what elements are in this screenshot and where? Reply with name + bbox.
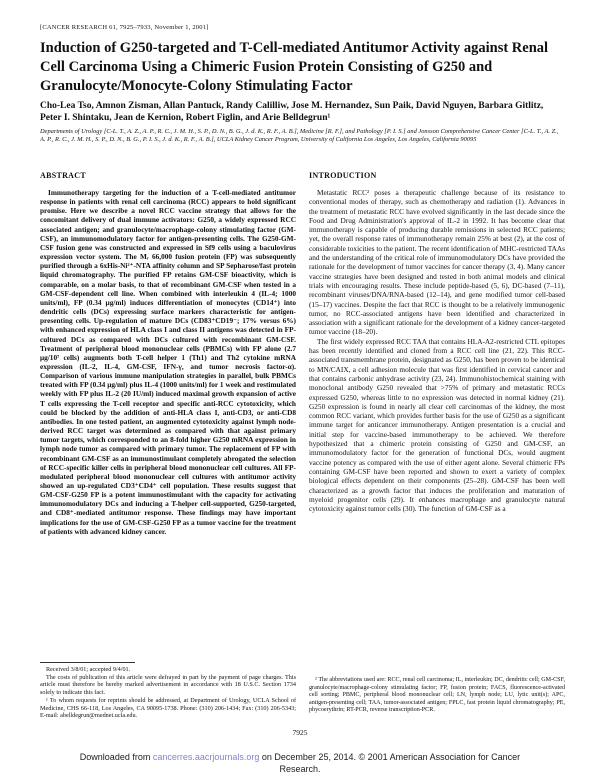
download-stamp-prefix: Downloaded from: [79, 752, 153, 762]
introduction-paragraph: Metastatic RCC² poses a therapeutic challenge because of its resistance to conventional modes of therapy, such as chemotherapy and radiation (1). Advances in the treatment of metastatic RCC have evolved significantly in the last decade since the Food and Drug Administration's approval of IL-2 in 1992. It has become clear that immunotherapy is capable of producing durable remissions in selected RCC patients; yet, the overall response rates of immunotherapy remain 25% at best (2), at the cost of considerable toxicities to the patient. The recent identification of MHC-restricted TAAs and the understanding of the critical role of immunomodulatory DCs have provided the rationale for the development of tumor vaccines for cancer therapy (3, 4). Many cancer vaccine strategies have been designed and tested in both animal models and clinical trials with encouraging results. These include peptide-based (5, 6), DC-based (7–11), recombinant viruses/DNA/RNA-based (12–14), and gene modified tumor cell-based (15–17) vaccines. Despite the fact that RCC is thought to be a relatively immunogenic tumor, no RCC-associated antigens have been identified and characterized in association with a significant rationale for the development of a kidney cancer-targeted tumor vaccine (18–20).: [309, 188, 565, 337]
abstract-heading: ABSTRACT: [40, 171, 86, 180]
footnote-received: Received 3/8/01; accepted 9/4/01.: [46, 666, 131, 673]
footnote-reprint-requests: ¹ To whom requests for reprints should be addressed, at Department of Urology, UCLA School of Medicine, CHS 66-118, Los Angeles, CA 90095-1738. Phone: (310) 206-1434; Fax: (310) 206-5343; E-mail: abelldegrun@mednet.ucla.edu.: [40, 696, 296, 720]
footnote-divider-rule: [40, 662, 135, 663]
footnote-publication-costs: The costs of publication of this article were defrayed in part by the payment of page charges. This article must therefore be hereby marked advertisement in accordance with 18 U.S.C. Section 1734 solely to indicate this fact.: [40, 673, 296, 697]
introduction-column: [309, 171, 565, 513]
journal-citation-line: [CANCER RESEARCH 61, 7925–7933, November 1, 2001]: [40, 24, 209, 31]
abstract-column: [40, 171, 296, 536]
journal-site-link[interactable]: cancerres.aacrjournals.org: [152, 752, 260, 762]
download-stamp-suffix: on December 25, 2014. © 2001 American Association for Cancer Research.: [259, 752, 521, 774]
left-footnotes: [40, 662, 296, 720]
introduction-paragraph: The first widely expressed RCC TAA that contains HLA-A2-restricted CTL epitopes has been recently identified and cloned from a RCC cell line (21, 22). This RCC-associated transmembrane protein, designated as G250, has been proven to be identical to MN/CAIX, a cell adhesion molecule that was first identified in cervical cancer and that contains carbonic anhydrase activity (23, 24). Immunohistochemical staining with monoclonal antibody G250 revealed that >75% of primary and metastatic RCCs expressed G250, whereas little to no expression was detected in normal kidney (21). G250 expression is found in nearly all clear cell carcinomas of the kidney, the most common RCC variant, which provides further basis for the use of G250 as a significant immune target for anticancer immunotherapy. Antigen presentation is a crucial and initial step for vaccine-based immunotherapy to be achieved. We therefore hypothesized that a chimeric protein consisting of G250 and GM-CSF, an immunomodulatory factor for the generation of functional DCs, would augment vaccine potency as compared with the use of either agent alone. Several chimeric FPs containing GM-CSF have been reported and shown to exert a variety of complex biological effects dependent on their components (25–28). GM-CSF has been well characterized as a growth factor that induces the proliferation and maturation of myeloid progenitor cells (29). It enhances macrophage and granulocyte natural cytotoxicity against tumor cells (30). The function of GM-CSF as a: [309, 336, 565, 514]
paper-title: Induction of G250-targeted and T-Cell-mediated Antitumor Activity against Renal Cell Carcinoma Using a Chimeric Fusion Protein Consisting of G250 and Granulocyte/Monocyte-Colony Stimulating Factor: [40, 40, 549, 94]
page-number: 7925: [292, 728, 308, 737]
footnote-abbreviations: ² The abbreviations used are: RCC, renal cell carcinoma; IL, interleukin; DC, dendritic cell; GM-CSF, granulocyte/macrophage-colony stimulating factor; FP, fusion protein; FACS, fluorescence-activated cell sorting; PBMC, peripheral blood mononuclear cell; LN, lymph node; LU, lytic unit(s); APC, antigen-presenting cell; TAA, tumor-associated antigen; FPLC, fast protein liquid chromatography; PE, phycoerythrin; RT-PCR, reverse transcription-PCR.: [309, 677, 565, 713]
abstract-text: Immunotherapy targeting for the induction of a T-cell-mediated antitumor response in patients with renal cell carcinoma (RCC) appears to hold significant promise. Here we describe a novel RCC vaccine strategy that allows for the concomitant delivery of dual immune activators: G250, a widely expressed RCC associated antigen; and granulocyte/macrophage-colony stimulating factor (GM-CSF), an immunomodulatory factor for antigen-presenting cells. The G250-GM-CSF fusion gene was constructed and expressed in Sf9 cells using a baculovirus expression vector system. The Mᵣ 66,000 fusion protein (FP) was subsequently purified through a 6xHis-Ni²⁺-NTA affinity column and SP Sepharose/fast protein liquid chromatography. The purified FP retains GM-CSF bioactivity, which is comparable, on a molar basis, to that of recombinant GM-CSF when tested in a GM-CSF-dependent cell line. When combined with interleukin 4 (IL-4; 1000 units/ml), FP (0.34 μg/ml) induces differentiation of monocytes (CD14⁺) into dendritic cells (DCs) expressing surface markers characteristic for antigen-presenting cells. Up-regulation of mature DCs (CD83⁺CD19⁻; 17% versus 6%) with enhanced expression of HLA class I and class II antigens was detected in FP-cultured DCs as compared with DCs cultured with recombinant GM-CSF. Treatment of peripheral blood mononuclear cells (PBMCs) with FP alone (2.7 μg/10⁷ cells) augments both T-cell helper 1 (Th1) and Th2 cytokine mRNA expression (IL-2, IL-4, GM-CSF, IFN-γ, and tumor necrosis factor-α). Comparison of various immune manipulation strategies in parallel, bulk PBMCs treated with FP (0.34 μg/ml) plus IL-4 (1000 units/ml) for 1 week and restimulated weekly with FP plus IL-2 (20 IU/ml) induced maximal growth expansion of active T cells expressing the T-cell receptor and specific anti-RCC cytotoxicity, which could be blocked by the addition of anti-HLA class I, anti-CD3, or anti-CD8 antibodies. In one tested patient, an augmented cytotoxicity against lymph node-derived RCC target was determined as compared with that against primary tumor targets, which corresponded to an 8-fold higher G250 mRNA expression in lymph node tumor as compared with primary tumor. The replacement of FP with recombinant GM-CSF as an immunostimulant completely abrogated the selection of RCC-specific killer cells in peripheral blood mononuclear cell cultures. All FP-modulated peripheral blood mononuclear cell cultures with antitumor activity showed an up-regulated CD3⁺CD4⁺ cell population. These results suggest that GM-CSF-G250 FP is a potent immunostimulant with the capacity for activating immunomodulatory DCs and inducing a T-helper cell-supported, G250-targeted, and CD8⁺-mediated antitumor response. These findings may have important implications for the use of GM-CSF-G250 FP as a tumor vaccine for the treatment of patients with advanced kidney cancer.: [40, 188, 296, 536]
download-stamp: [70, 752, 530, 775]
right-footnotes: [309, 677, 565, 715]
introduction-heading: INTRODUCTION: [309, 171, 377, 180]
authors-line: Cho-Lea Tso, Amnon Zisman, Allan Pantuck, Randy Calilliw, Jose M. Hernandez, Sun Paik, David Nguyen, Barbara Gitlitz, Peter I. Shintaku, Jean de Kernion, Robert Figlin, and Arie Belldegrun¹: [40, 101, 544, 123]
affiliations-line: Departments of Urology [C-L. T., A. Z., A. P., R. C., J. M. H., S. P., D. N., B. G., J. d. K., R. F., A. B.], Medicine [R. F.], and Pathology [P. I. S.] and Jonsson Comprehensive Cancer Center [C-L. T., A. Z., A. P., R. C., J. M. H., S. P., D. N., B. G., P. I. S., J. d. K., R. F., A. B.], UCLA Kidney Cancer Program, University of California Los Angeles, Los Angeles, California 90095: [40, 128, 559, 143]
